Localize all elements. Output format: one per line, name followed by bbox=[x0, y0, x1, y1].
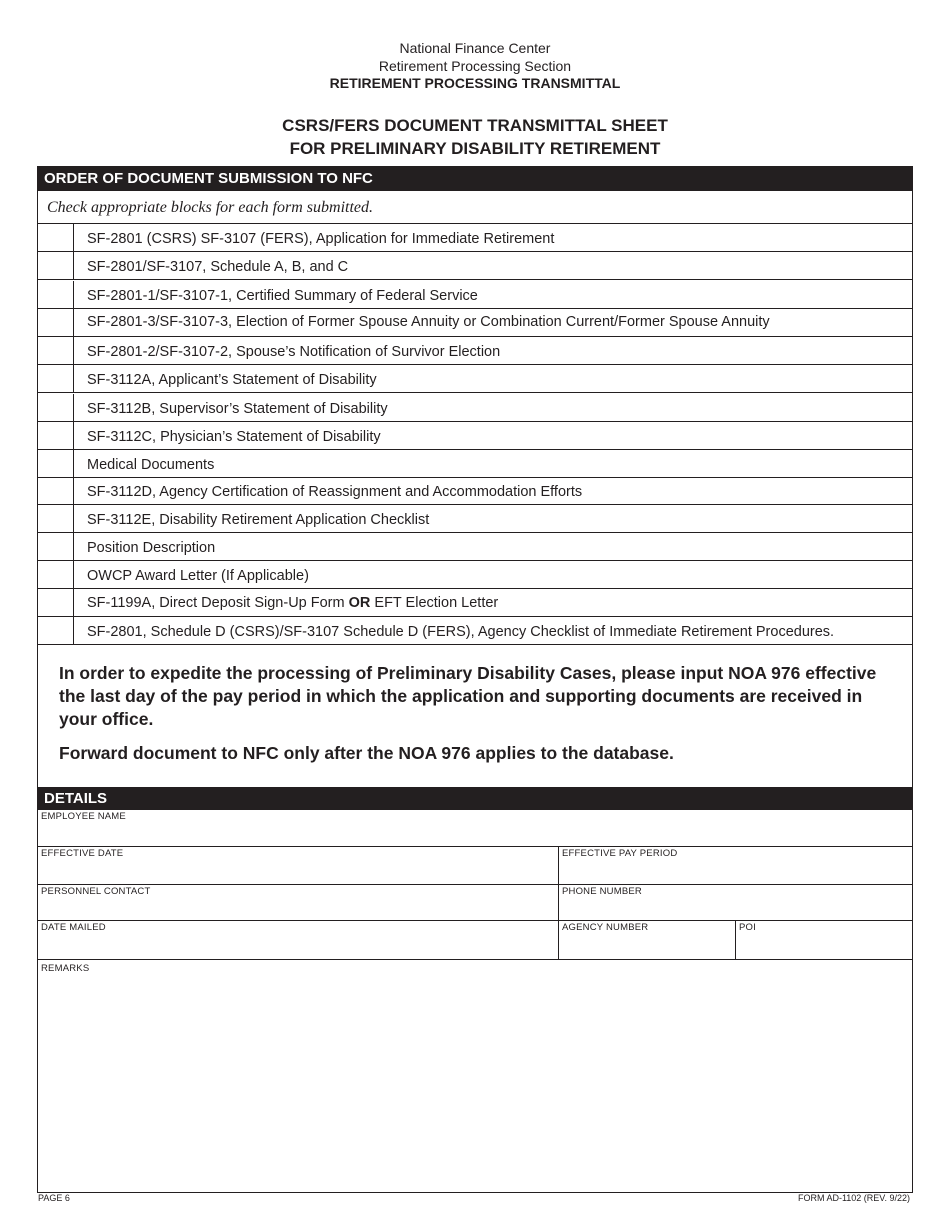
checklist-row bbox=[38, 394, 912, 422]
agency-name: National Finance Center bbox=[399, 40, 551, 56]
checklist-item-label: Medical Documents bbox=[87, 457, 215, 473]
checklist-item-label: SF-3112E, Disability Retirement Application Checklist bbox=[87, 512, 430, 528]
checklist-item-label: Position Description bbox=[87, 540, 216, 556]
checklist-item-label: SF-2801-2/SF-3107-2, Spouse’s Notification of Survivor Election bbox=[87, 344, 501, 360]
checklist-row bbox=[38, 589, 912, 617]
effective-date-input[interactable] bbox=[41, 864, 555, 882]
checklist-row bbox=[38, 224, 912, 252]
checkbox-direct-deposit[interactable] bbox=[38, 589, 74, 616]
checkbox-certified-summary[interactable] bbox=[38, 281, 74, 308]
checklist-row bbox=[38, 450, 912, 478]
transmittal-heading: RETIREMENT PROCESSING TRANSMITTAL bbox=[329, 75, 621, 91]
checklist-item-label: SF-2801-3/SF-3107-3, Election of Former Spouse Annuity or Combination Current/Former Spouse Annuity bbox=[87, 314, 770, 330]
effective-pay-period-label: EFFECTIVE PAY PERIOD bbox=[562, 848, 678, 859]
employee-name-field[interactable] bbox=[38, 810, 912, 847]
checkbox-sf3112d[interactable] bbox=[38, 477, 74, 504]
checklist-item-label: SF-3112C, Physician’s Statement of Disability bbox=[87, 429, 381, 445]
personnel-contact-input[interactable] bbox=[41, 900, 555, 918]
date-mailed-field[interactable] bbox=[38, 921, 559, 960]
checklist-item-label: SF-3112A, Applicant’s Statement of Disability bbox=[87, 372, 377, 388]
agency-number-field[interactable] bbox=[559, 921, 736, 960]
checklist-item-label: OWCP Award Letter (If Applicable) bbox=[87, 568, 309, 584]
label-emphasis: OR bbox=[348, 595, 371, 611]
checklist-item-label: SF-2801/SF-3107, Schedule A, B, and C bbox=[87, 259, 349, 275]
checkbox-schedule-d[interactable] bbox=[38, 617, 74, 644]
checkbox-survivor-election[interactable] bbox=[38, 337, 74, 364]
checklist-item-label: SF-2801, Schedule D (CSRS)/SF-3107 Schedule D (FERS), Agency Checklist of Immediate Retirement Procedures. bbox=[87, 624, 835, 640]
checkbox-owcp-award-letter[interactable] bbox=[38, 561, 74, 588]
poi-label: POI bbox=[739, 922, 756, 933]
phone-number-label: PHONE NUMBER bbox=[562, 886, 642, 897]
checklist-item-label: SF-2801 (CSRS) SF-3107 (FERS), Application for Immediate Retirement bbox=[87, 231, 555, 247]
remarks-label: REMARKS bbox=[41, 963, 90, 974]
checkbox-sf3112a[interactable] bbox=[38, 365, 74, 392]
title-line-1: CSRS/FERS DOCUMENT TRANSMITTAL SHEET bbox=[282, 116, 668, 135]
checklist-row bbox=[38, 422, 912, 450]
checkbox-sf2801-application[interactable] bbox=[38, 224, 74, 251]
label-part: EFT Election Letter bbox=[370, 595, 499, 611]
checklist-row bbox=[38, 337, 912, 365]
checklist-item-label bbox=[87, 589, 498, 617]
poi-field[interactable] bbox=[736, 921, 912, 960]
checklist-item-label: SF-3112B, Supervisor’s Statement of Disability bbox=[87, 401, 388, 417]
effective-pay-period-input[interactable] bbox=[562, 864, 909, 882]
date-mailed-label: DATE MAILED bbox=[41, 922, 106, 933]
form-title bbox=[0, 114, 950, 160]
checklist-row bbox=[38, 252, 912, 280]
checkbox-sf3112c[interactable] bbox=[38, 422, 74, 449]
details-section-heading: DETAILS bbox=[38, 787, 912, 810]
title-line-2: FOR PRELIMINARY DISABILITY RETIREMENT bbox=[289, 139, 661, 158]
section-name: Retirement Processing Section bbox=[378, 57, 572, 74]
instruction-text: Check appropriate blocks for each form submitted. bbox=[38, 191, 912, 224]
notice-paragraph-2: Forward document to NFC only after the NOA 976 applies to the database. bbox=[59, 743, 674, 763]
agency-number-input[interactable] bbox=[562, 939, 732, 957]
checklist-row bbox=[38, 477, 912, 505]
effective-pay-period-field[interactable] bbox=[559, 847, 912, 885]
employee-name-label: EMPLOYEE NAME bbox=[41, 811, 126, 822]
checkbox-position-description[interactable] bbox=[38, 533, 74, 560]
remarks-input[interactable] bbox=[41, 976, 909, 1188]
employee-name-input[interactable] bbox=[41, 826, 909, 844]
remarks-field[interactable] bbox=[38, 960, 912, 1192]
page-number: PAGE 6 bbox=[38, 1193, 70, 1203]
checkbox-schedule-abc[interactable] bbox=[38, 252, 74, 279]
checklist-row bbox=[38, 365, 912, 393]
checklist-item-label: SF-3112D, Agency Certification of Reassignment and Accommodation Efforts bbox=[87, 484, 583, 500]
personnel-contact-field[interactable] bbox=[38, 885, 559, 921]
form-frame bbox=[37, 166, 913, 1193]
effective-date-field[interactable] bbox=[38, 847, 559, 885]
label-part: SF-1199A, Direct Deposit Sign-Up Form bbox=[87, 595, 349, 611]
checkbox-medical-documents[interactable] bbox=[38, 450, 74, 477]
agency-number-label: AGENCY NUMBER bbox=[562, 922, 649, 933]
date-mailed-input[interactable] bbox=[41, 939, 555, 957]
checkbox-former-spouse-annuity[interactable] bbox=[38, 309, 74, 336]
checklist-row bbox=[38, 617, 912, 645]
checklist-row bbox=[38, 533, 912, 561]
checklist-item-label: SF-2801-1/SF-3107-1, Certified Summary of Federal Service bbox=[87, 288, 478, 304]
form-header bbox=[0, 40, 950, 93]
checklist-row bbox=[38, 561, 912, 589]
notice-paragraph-1: In order to expedite the processing of Preliminary Disability Cases, please input NOA 976 effective the last day of the pay period in which the application and supporting documents are received in your office. bbox=[59, 663, 877, 729]
phone-number-input[interactable] bbox=[562, 900, 909, 918]
phone-number-field[interactable] bbox=[559, 885, 912, 921]
checklist-row bbox=[38, 309, 912, 337]
checkbox-sf3112e[interactable] bbox=[38, 505, 74, 532]
checklist-row bbox=[38, 281, 912, 309]
form-number: FORM AD-1102 (REV. 9/22) bbox=[797, 1193, 910, 1203]
checkbox-sf3112b[interactable] bbox=[38, 394, 74, 421]
personnel-contact-label: PERSONNEL CONTACT bbox=[41, 886, 151, 897]
order-section-heading: ORDER OF DOCUMENT SUBMISSION TO NFC bbox=[38, 167, 912, 191]
checklist-row bbox=[38, 505, 912, 533]
effective-date-label: EFFECTIVE DATE bbox=[41, 848, 124, 859]
poi-input[interactable] bbox=[739, 939, 909, 957]
